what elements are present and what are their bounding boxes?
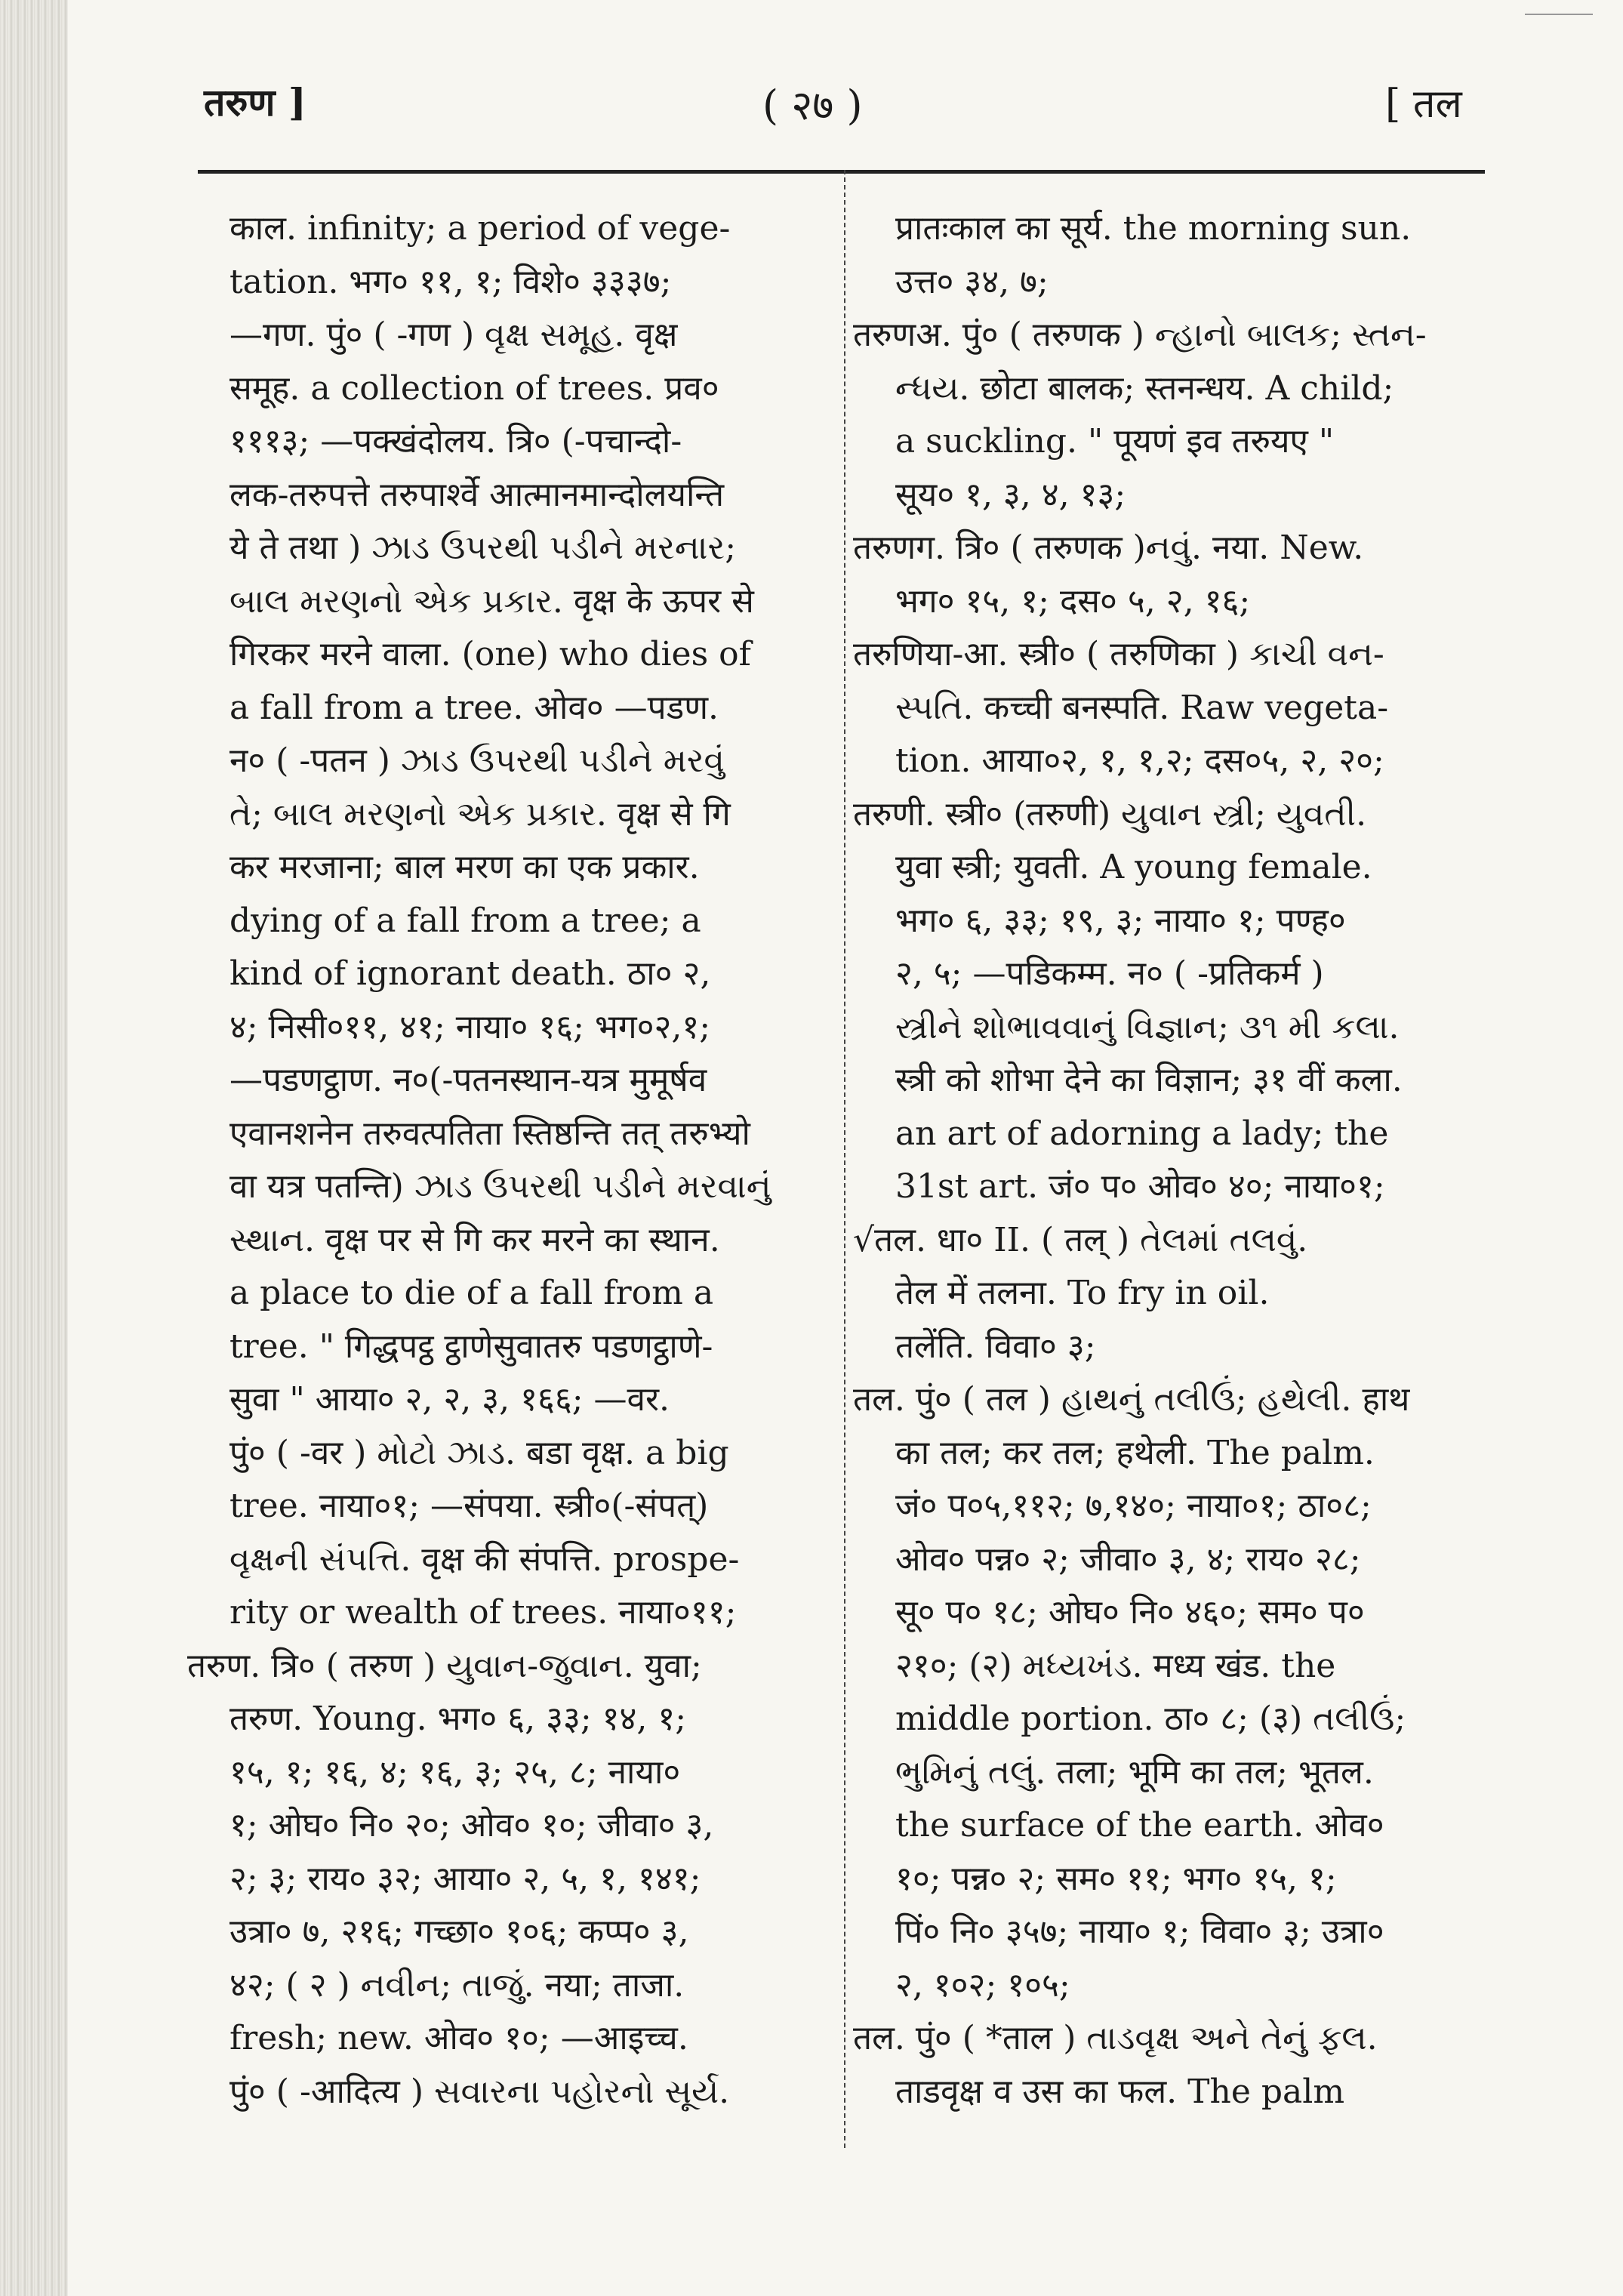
right-column-line: तरुणी. स्त्री० (तरुणी) યુવાન સ્ત્રી; યુવતી. — [853, 794, 1367, 834]
right-column-line: √तल. धा० II. ( तल् ) તેલમાં તલવું. — [853, 1220, 1308, 1259]
left-column-line: tree. नाया०१; —संपया. स्त्री०(-संपत्) — [187, 1487, 709, 1525]
left-column-line: સ્થાન. वृक्ष पर से गि कर मरने का स्थान. — [187, 1220, 720, 1259]
right-column-line: तरुणिया-आ. स्त्री० ( तरुणिका ) કાચી વન- — [853, 635, 1384, 673]
right-column-line: ओव० पन्न० २; जीवा० ३, ४; राय० २८; — [853, 1539, 1361, 1579]
right-column-line: तरुणग. त्रि० ( तरुणक )નવું. नया. New. — [853, 529, 1364, 567]
right-column-line: a suckling. " पूयणं इव तरुयए " — [853, 422, 1335, 461]
left-column-line: कर मरजाना; बाल मरण का एक प्रकार. — [187, 848, 700, 886]
right-column-line: સ્ત્રીને શોભાવવાનું વિજ્ઞાન; ૩૧ મી કલા. — [853, 1007, 1400, 1046]
scan-edge-shadow — [0, 0, 68, 2296]
right-column-line: २, १०२; १०५; — [853, 1965, 1070, 2005]
left-column-line: एवानशनेन तरुवत्पतिता स्तिष्ठन्ति तत् तरुभ्यो — [187, 1114, 750, 1153]
right-column-line: २, ५; —पडिकम्म. न० ( -प्रतिकर्म ) — [853, 954, 1324, 993]
right-column-line: पिं० नि० ३५७; नाया० १; विवा० ३; उत्रा० — [853, 1912, 1384, 1951]
left-column — [187, 202, 821, 2119]
right-column-line: सूय० १, ३, ४, १३; — [853, 475, 1126, 514]
right-column-line: प्रातःकाल का सूर्य. the morning sun. — [853, 209, 1412, 248]
left-column-line: न० ( -पतन ) ઝાડ ઉપરથી પડીને મરવું — [187, 741, 725, 780]
left-column-line: १५, १; १६, ४; १६, ३; २५, ८; नाया० — [187, 1752, 681, 1792]
right-column-line: ભુમિનું તલું. तला; भूमि का तल; भूतल. — [853, 1752, 1374, 1792]
left-column-line: ये ते तथा ) ઝાડ ઉપરથી પડીને મરનાર; — [187, 529, 737, 567]
right-column-line: का तल; कर तल; हथेली. The palm. — [853, 1433, 1375, 1472]
left-column-line: पुं० ( -आदित्य ) સવારના પહોરનો સૂર્ય. — [187, 2072, 730, 2111]
left-column-line: a fall from a tree. ओव० —पडण. — [187, 688, 719, 727]
right-column-line: middle portion. ठा० ८; (३) તલીઉં; — [853, 1700, 1406, 1738]
right-column-line: जं० प०५,११२; ७,१४०; नाया०१; ठा०८; — [853, 1487, 1372, 1525]
left-column-line: उत्रा० ७, २१६; गच्छा० १०६; कप्प० ३, — [187, 1912, 689, 1951]
left-column-line: tree. " गिद्धपट्ठ ट्ठाणेसुवातरु पडणट्ठाणे- — [187, 1327, 713, 1366]
left-column-line: tation. भग० ११, १; विशे० ३३३७; — [187, 262, 672, 301]
left-column-line: सुवा " आया० २, २, ३, १६६; —वर. — [187, 1380, 670, 1419]
right-column-line: સ્પતિ. कच्ची बनस्पति. Raw vegeta- — [853, 688, 1389, 727]
left-column-line: २; ३; राय० ३२; आया० २, ५, १, १४१; — [187, 1859, 701, 1898]
right-column-line: सू० प० १८; ओघ० नि० ४६०; सम० प० — [853, 1593, 1365, 1632]
left-column-line: लक-तरुपत्ते तरुपार्श्वे आत्मानमान्दोलयन्ति — [187, 475, 725, 514]
page-number: ( २७ ) — [762, 82, 863, 129]
left-column-line: તે; બાલ મરણનો એક પ્રકાર. वृक्ष से गि — [187, 794, 731, 834]
right-column-line: ન્ધય. छोटा बालक; स्तनन्धय. A child; — [853, 368, 1394, 408]
right-column-line: भग० ६, ३३; १९, ३; नाया० १; पण्ह० — [853, 901, 1346, 940]
right-column-line: 31st art. जं० प० ओव० ४०; नाया०१; — [853, 1167, 1385, 1206]
right-column-line: an art of adorning a lady; the — [853, 1114, 1389, 1153]
right-column — [853, 202, 1472, 2119]
left-column-line: —पडणट्ठाण. न०(-पतनस्थान-यत्र मुमूर्षव — [187, 1061, 707, 1099]
right-column-line: १०; पन्न० २; सम० ११; भग० १५, १; — [853, 1859, 1337, 1898]
left-column-line: fresh; new. ओव० १०; —आइच्च. — [187, 2019, 688, 2057]
right-column-line: ताडवृक्ष व उस का फल. The palm — [853, 2072, 1345, 2111]
right-column-line: tion. आया०२, १, १,२; दस०५, २, २०; — [853, 741, 1384, 780]
left-column-line: kind of ignorant death. ठा० २, — [187, 954, 711, 993]
left-column-line: तरुण. त्रि० ( तरुण ) યુવાન-જુવાન. युवा; — [187, 1646, 702, 1685]
header-right-guide-word: [ तल — [1385, 82, 1462, 127]
left-column-line: तरुण. Young. भग० ६, ३३; १४, १; — [187, 1700, 687, 1738]
left-column-line: ४; निसी०११, ४१; नाया० १६; भग०२,१; — [187, 1007, 711, 1046]
page-header — [0, 76, 1623, 143]
right-column-line: तल. पुं० ( *ताल ) તાડવૃક્ષ અને તેનું ફલ. — [853, 2019, 1378, 2057]
right-column-line: तेल में तलना. To fry in oil. — [853, 1274, 1270, 1312]
left-column-line: વૃક્ષની સંપત્તિ. वृक्ष की संपत्ति. prospe- — [187, 1539, 740, 1579]
left-column-line: वा यत्र पतन्ति) ઝાડ ઉપરથી પડીને મરવાનું — [187, 1167, 771, 1206]
right-column-line: भग० १५, १; दस० ५, २, १६; — [853, 581, 1251, 621]
right-column-line: स्त्री को शोभा देने का विज्ञान; ३१ वीं कला. — [853, 1061, 1403, 1099]
right-column-line: तल. पुं० ( तल ) હાથનું તલીઉં; હથેલી. हाथ — [853, 1380, 1410, 1419]
column-divider — [844, 170, 845, 2148]
right-column-line: the surface of the earth. ओव० — [853, 1806, 1384, 1845]
left-column-line: गिरकर मरने वाला. (one) who dies of — [187, 635, 751, 673]
right-column-line: २१०; (२) મધ્યખંડ. मध्य खंड. the — [853, 1646, 1336, 1685]
left-column-line: dying of a fall from a tree; a — [187, 901, 701, 940]
corner-mark — [1525, 14, 1593, 15]
left-column-line: काल. infinity; a period of vege- — [187, 209, 731, 248]
right-column-line: तलेंति. विवा० ३; — [853, 1327, 1096, 1366]
right-column-line: उत्त० ३४, ७; — [853, 262, 1049, 301]
left-column-line: पुं० ( -वर ) મોટો ઝાડ. बडा वृक्ष. a big — [187, 1433, 729, 1472]
left-column-line: rity or wealth of trees. नाया०११; — [187, 1593, 737, 1632]
left-column-line: —गण. पुं० ( -गण ) વૃક્ષ સમૂહ. वृक्ष — [187, 316, 678, 354]
left-column-line: समूह. a collection of trees. प्रव० — [187, 368, 719, 408]
header-rule — [198, 170, 1485, 174]
left-column-line: ४२; ( २ ) નવીન; તાજું. नया; ताजा. — [187, 1965, 685, 2005]
right-column-line: युवा स्त्री; युवती. A young female. — [853, 848, 1372, 886]
left-column-line: બાલ મરણનો એક પ્રકાર. वृक्ष के ऊपर से — [187, 581, 754, 621]
right-column-line: तरुणअ. पुं० ( तरुणक ) ન્હાનો બાલક; સ્તન- — [853, 316, 1427, 354]
left-column-line: १११३; —पक्खंदोलय. त्रि० (-पचान्दो- — [187, 422, 682, 461]
left-column-line: a place to die of a fall from a — [187, 1274, 714, 1312]
left-column-line: १; ओघ० नि० २०; ओव० १०; जीवा० ३, — [187, 1806, 714, 1845]
header-left-guide-word: तरुण ] — [204, 80, 306, 125]
